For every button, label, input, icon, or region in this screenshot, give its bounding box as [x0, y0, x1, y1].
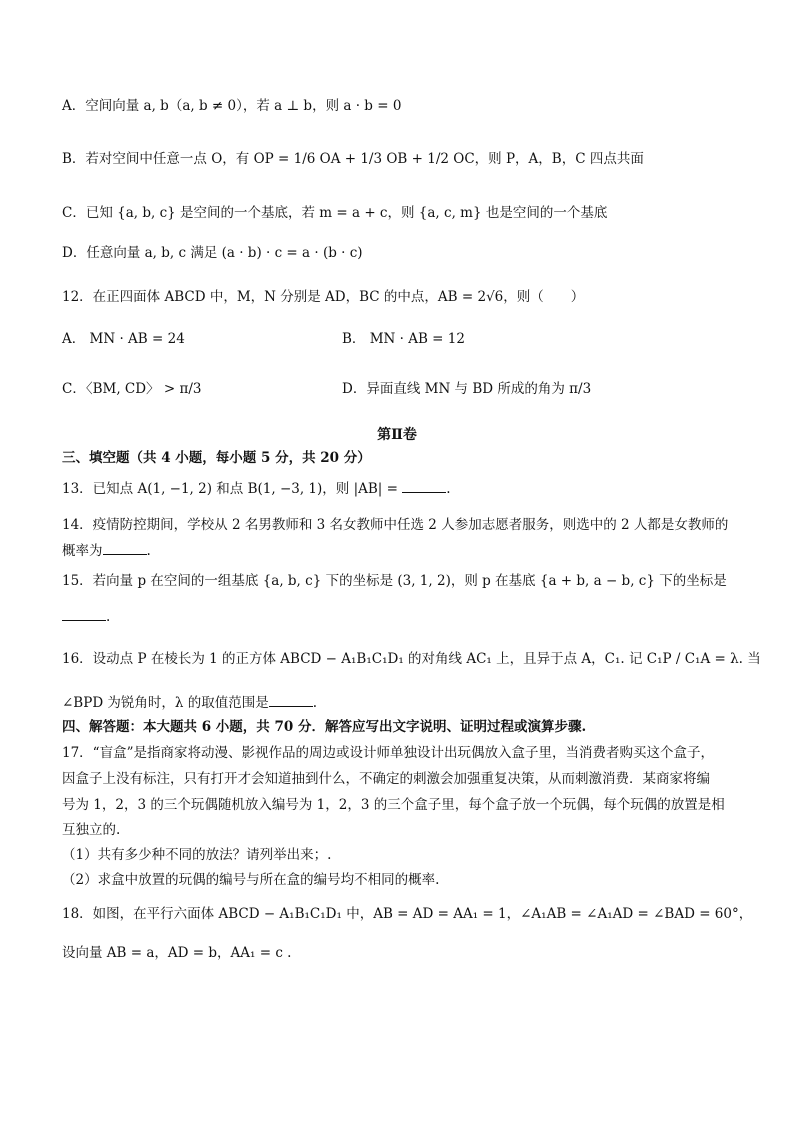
q12-option-d: D．异面直线 MN 与 BD 所成的角为 π/3 [342, 381, 592, 397]
q17-line1: 17．“盲盒”是指商家将动漫、影视作品的周边或设计师单独设计出玩偶放入盒子里，当消费者购买这个盒子， [62, 745, 714, 761]
q12-stem: 12．在正四面体 ABCD 中，M，N 分别是 AD，BC 的中点，AB = 2√6，则（ ） [62, 289, 585, 305]
q17-line4: 互独立的. [62, 822, 121, 838]
q14-line2: 概率为 . [62, 543, 151, 559]
answer-blank[interactable] [402, 480, 446, 493]
answer-blank[interactable] [269, 694, 313, 707]
answer-blank[interactable] [62, 608, 106, 621]
q14-line1: 14．疫情防控期间，学校从 2 名男教师和 3 名女教师中任选 2 人参加志愿者服务，则选中的 2 人都是女教师的 [62, 517, 729, 533]
q11-option-a: A．空间向量 a, b（a, b ≠ 0），若 a ⊥ b，则 a · b = 0 [62, 98, 402, 114]
section-solutions: 四、解答题：本大题共 6 小题，共 70 分．解答应写出文字说明、证明过程或演算步骤. [62, 719, 587, 735]
q16-line1: 16．设动点 P 在棱长为 1 的正方体 ABCD − A₁B₁C₁D₁ 的对角线 AC₁ 上，且异于点 A，C₁. 记 C₁P / C₁A = λ. 当 [62, 651, 761, 667]
q11-option-c: C．已知 {a, b, c} 是空间的一个基底，若 m = a + c，则 {a, c, m} 也是空间的一个基底 [62, 205, 608, 221]
q17-part1: （1）共有多少种不同的放法？请列举出来；. [62, 847, 332, 863]
q15-line1: 15．若向量 p 在空间的一组基底 {a, b, c} 下的坐标是 (3, 1, 2)，则 p 在基底 {a + b, a − b, c} 下的坐标是 [62, 573, 727, 589]
part-title: 第Ⅱ卷 [377, 427, 417, 443]
q17-line2: 因盒子上没有标注，只有打开才会知道抽到什么，不确定的刺激会加强重复决策，从而刺激消费．某商家将编 [62, 771, 710, 787]
q11-option-d: D．任意向量 a, b, c 满足 (a · b) · c = a · (b · c) [62, 245, 363, 261]
q13: 13．已知点 A(1, −1, 2) 和点 B(1, −3, 1)，则 |AB| = . [62, 481, 451, 497]
q15-line2: . [62, 608, 110, 626]
q18-line1: 18．如图，在平行六面体 ABCD − A₁B₁C₁D₁ 中，AB = AD = AA₁ = 1，∠A₁AB = ∠A₁AD = ∠BAD = 60°， [62, 906, 753, 922]
q17-line3: 号为 1，2，3 的三个玩偶随机放入编号为 1，2，3 的三个盒子里，每个盒子放一个玩偶，每个玩偶的放置是相 [62, 797, 725, 813]
q18-line2: 设向量 AB = a，AD = b，AA₁ = c . [62, 945, 292, 961]
q12-option-c: C．〈BM, CD〉 > π/3 [62, 381, 202, 397]
q11-option-b: B．若对空间中任意一点 O，有 OP = 1/6 OA + 1/3 OB + 1/2 OC，则 P，A，B，C 四点共面 [62, 151, 644, 167]
q17-part2: （2）求盒中放置的玩偶的编号与所在盒的编号均不相同的概率. [62, 872, 440, 888]
q12-option-a: A． MN · AB = 24 [62, 331, 185, 347]
section-fill-in: 三、填空题（共 4 小题，每小题 5 分，共 20 分） [62, 450, 371, 466]
answer-blank[interactable] [103, 542, 147, 555]
q12-option-b: B． MN · AB = 12 [342, 331, 465, 347]
q16-line2: ∠BPD 为锐角时，λ 的取值范围是 . [62, 695, 318, 711]
